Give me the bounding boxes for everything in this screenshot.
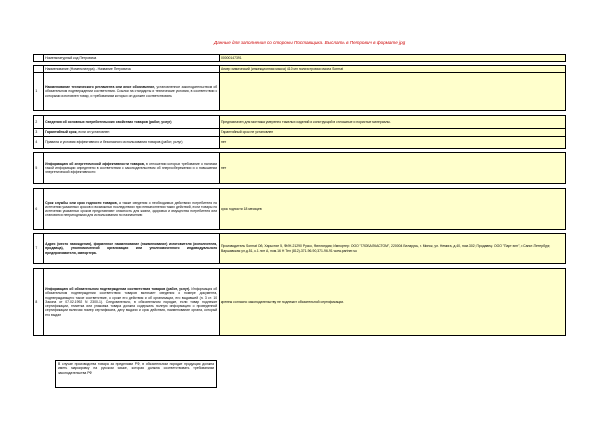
- row-number: [34, 66, 44, 73]
- row-number: 2: [34, 116, 44, 129]
- row-label: Срок службы или срок годности товаров, а также сведения о необходимых действиях потребителя по истечении указанных сроков и возможных последствиях при невыполнении таких действий, если товары по истечении указанных сроков представляют опасность для жизни, здоровья и имущества потребителя или становятся непригодными для использования по назначению: [43, 189, 219, 230]
- row-number: 4: [34, 137, 44, 149]
- row-value[interactable]: нет: [219, 153, 566, 184]
- table-row: [34, 66, 566, 73]
- table-row: [34, 189, 566, 230]
- row-label: Номенклатурный код Петровича: [43, 55, 219, 62]
- footer-note: В случае производства товара за пределами РФ, в обязательном порядке продукция должна иметь маркировку на русском языке, которая должна соответствовать требованиям законодательства РФ: [55, 360, 217, 388]
- row-value[interactable]: срок годности 18 месяцев: [219, 189, 566, 230]
- table-row: [34, 116, 566, 129]
- row-number: 7: [34, 234, 44, 264]
- table-row: [34, 153, 566, 184]
- row-value[interactable]: 00000147391: [219, 55, 566, 62]
- table-row: [34, 129, 566, 137]
- table-row: [34, 55, 566, 62]
- table-row: [34, 137, 566, 149]
- table-row: [34, 269, 566, 336]
- header-note: Данные для заполнения со стороны Поставщика. Выслать в Петрович в формате jpg: [214, 40, 406, 45]
- row-value[interactable]: Предназначен для монтажа умеренно тяжелых изделий и конструкций в сплошные и пористые материалы.: [219, 116, 566, 129]
- row-value[interactable]: Гарантийный срок не установлен: [219, 129, 566, 137]
- row-value[interactable]: Анкер химический (инжекционная масса) 410 мл полиэстровая смола Sormat: [219, 66, 566, 73]
- table-row: [34, 73, 566, 111]
- row-label: Адрес (место нахождения), фирменное наименование (наименование) изготовителя (исполнителя, продавца), уполномоченной организации или уполномоченного индивидуального предпринимателя, импортера.: [43, 234, 219, 264]
- row-label: Наименование (Номенклатура) - Название Петровича: [43, 66, 219, 73]
- row-value[interactable]: Производитель Sormat Oй, Харьстие 5, ФИН-21290 Руско, Финляндия; Импортер: ООО "ГЛОБАЛКАСТОМ", 220004 Беларусь, г. Минск, ул. Немига, д.40, пом.302; Продавец: ООО "Парт юнг", г.Санкт-Петербург, Варшавская ул.д.51, к.1 лит А, пом.16 Н Тел (812)-371-96-90,371-96-91 www.partner.su: [219, 234, 566, 264]
- row-number: 8: [34, 269, 44, 336]
- row-number: 1: [34, 73, 44, 111]
- row-label: Наименование технического регламента или иное обозначение, установленное законодательством об обязательном подтверждении соответствия. Ссылки на стандарты и технические условия, в соответствии с которыми изготовлен товар, и требованиям которых он должен соответствовать: [43, 73, 219, 111]
- row-label: Правила и условия эффективного и безопасного использования товаров (работ, услуг): [43, 137, 219, 149]
- row-value[interactable]: нет: [219, 137, 566, 149]
- row-value[interactable]: крепеж согласно законодательству не подлежит обязательной сертификации.: [219, 269, 566, 336]
- row-label: Информацию об обязательном подтверждении соответствия товаров (работ, услуг). Информация об обязательном подтверждении соответствия товаров включает сведения о номере документа, подтверждающего такое соответствие, о сроке его действия и об организации, его выдавшей (п. 3 ст. 10 Закона от 07.02.1992 N 2300-1). Следовательно, в обязательном порядке, если товар подлежит сертификации, этикетка или упаковка товара должна содержать полную информацию о проведенной сертификации включая номер сертификата, дату выдачи и срок действия, наименование органа, который его выдал: [43, 269, 219, 336]
- row-value[interactable]: [219, 73, 566, 111]
- table-row: [34, 234, 566, 264]
- row-number: 5: [34, 153, 44, 184]
- row-label: Сведения об основных потребительских свойствах товаров (работ, услуг): [43, 116, 219, 129]
- row-number: 6: [34, 189, 44, 230]
- row-label: Гарантийный срок, если он установлен: [43, 129, 219, 137]
- row-label: Информацию об энергетической эффективности товаров, в отношении которых требование о наличии такой информации определено в соответствии с законодательством об энергосбережении и о повышении энергетической эффективности: [43, 153, 219, 184]
- product-info-table: [33, 54, 566, 336]
- row-number: 3: [34, 129, 44, 137]
- row-number: [34, 55, 44, 62]
